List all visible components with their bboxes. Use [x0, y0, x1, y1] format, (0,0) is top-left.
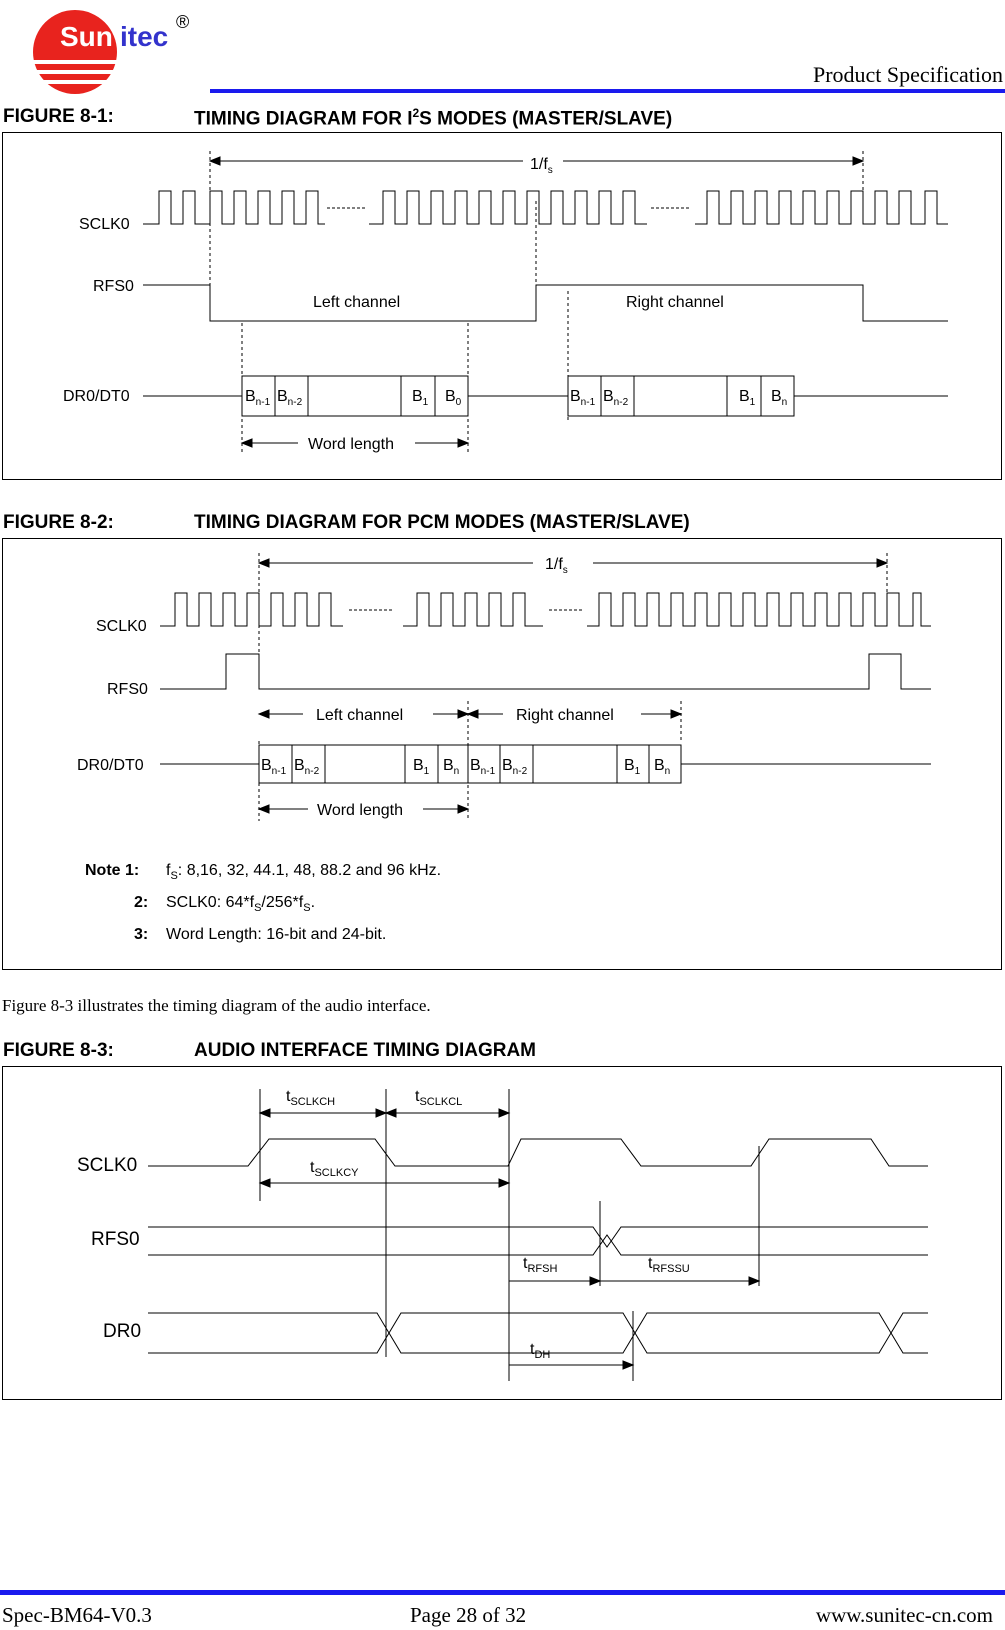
fig1-bit: $B_{n-2}$: [603, 388, 629, 408]
fig3-rfs-label: RFS0: [91, 1229, 140, 1250]
logo-itec-text: itec: [120, 21, 169, 52]
figure-2-label: FIGURE 8-2:: [3, 512, 114, 533]
body-paragraph: Figure 8-3 illustrates the timing diagram of the audio interface.: [2, 996, 431, 1015]
logo-registered-mark: ®: [176, 12, 190, 32]
figure-2-title: TIMING DIAGRAM FOR PCM MODES (MASTER/SLAVE): [194, 512, 690, 533]
fig1-sclk-label: SCLK0: [79, 216, 130, 233]
fig2-sclk-label: SCLK0: [96, 618, 147, 635]
fig1-bit: $B_{n-1}$: [570, 388, 596, 408]
fig2-bit: $B_1$: [413, 757, 430, 777]
fig2-bit: $B_{n-2}$: [502, 757, 528, 777]
figure-2-diagram: [2, 538, 1002, 970]
fig3-t-sclkcl: $t_{SCLKCL}$: [415, 1088, 463, 1108]
fig3-t-dh: $t_{DH}$: [530, 1341, 551, 1361]
fig1-left-channel: Left channel: [313, 294, 401, 311]
fig1-bit: $B_0$: [445, 388, 462, 408]
fig3-t-sclkch: $t_{SCLKCH}$: [286, 1088, 336, 1108]
fig1-bit: $B_{n-1}$: [245, 388, 271, 408]
fig2-left-channel: Left channel: [316, 707, 404, 724]
fig1-bit: $B_1$: [739, 388, 756, 408]
fig3-t-rfssu: $t_{RFSSU}$: [648, 1255, 690, 1275]
logo-sun-text: Sun: [60, 21, 113, 52]
fig2-bit: $B_n$: [654, 757, 671, 777]
fig2-note-3-num: 3:: [134, 926, 149, 943]
figure-1-title: TIMING DIAGRAM FOR $I^2S$ MODES (MASTER/SLAVE): [194, 106, 673, 130]
figure-1-diagram: [2, 132, 1002, 480]
figure-3-title: AUDIO INTERFACE TIMING DIAGRAM: [194, 1040, 536, 1061]
fig2-note-2-text: SCLK0: $64*f_S/256*f_S$.: [166, 894, 316, 914]
footer-rule: [0, 1590, 1005, 1595]
footer-website: www.sunitec-cn.com: [815, 1603, 993, 1627]
fig1-bit: $B_n$: [771, 388, 788, 408]
fig1-bit: $B_{n-2}$: [277, 388, 303, 408]
fig2-note-1-num: Note 1:: [85, 862, 140, 879]
fig2-word-length: Word length: [317, 802, 403, 819]
header-rule: [210, 89, 1005, 93]
fig1-bit: $B_1$: [412, 388, 429, 408]
fig2-bit: $B_{n-2}$: [294, 757, 320, 777]
footer-page-number: Page 28 of 32: [410, 1603, 527, 1627]
fig2-period-label: $1/f_s$: [545, 556, 568, 576]
fig1-period-label: $1/f_s$: [530, 156, 553, 176]
fig1-rfs-label: RFS0: [93, 278, 134, 295]
fig1-right-channel: Right channel: [626, 294, 724, 311]
fig2-bit: $B_{n-1}$: [261, 757, 287, 777]
fig2-bit: $B_{n-1}$: [470, 757, 496, 777]
fig2-rfs-label: RFS0: [107, 681, 148, 698]
fig2-right-channel: Right channel: [516, 707, 614, 724]
fig2-note-1-text: $f_S$: 8,16, 32, 44.1, 48, 88.2 and 96 kHz.: [166, 862, 442, 882]
page-header-title: Product Specification: [812, 62, 1003, 87]
fig2-note-3-text: Word Length: 16-bit and 24-bit.: [166, 926, 387, 943]
fig2-bit: $B_n$: [443, 757, 460, 777]
fig1-word-length: Word length: [308, 436, 394, 453]
figure-3-label: FIGURE 8-3:: [3, 1040, 114, 1061]
figure-1-label: FIGURE 8-1:: [3, 106, 114, 127]
figure-3-diagram: [2, 1066, 1002, 1400]
fig2-note-2-num: 2:: [134, 894, 149, 911]
fig2-bit: $B_1$: [624, 757, 641, 777]
fig2-dr-label: DR0/DT0: [77, 757, 144, 774]
footer-spec-version: Spec-BM64-V0.3: [2, 1603, 152, 1627]
fig3-dr-label: DR0: [103, 1321, 142, 1342]
fig3-sclk-label: SCLK0: [77, 1155, 138, 1176]
fig1-dr-label: DR0/DT0: [63, 388, 130, 405]
fig3-t-sclkcy: $t_{SCLKCY}$: [310, 1159, 359, 1179]
sunitec-logo: [30, 6, 230, 96]
fig3-t-rfsh: $t_{RFSH}$: [523, 1255, 558, 1275]
